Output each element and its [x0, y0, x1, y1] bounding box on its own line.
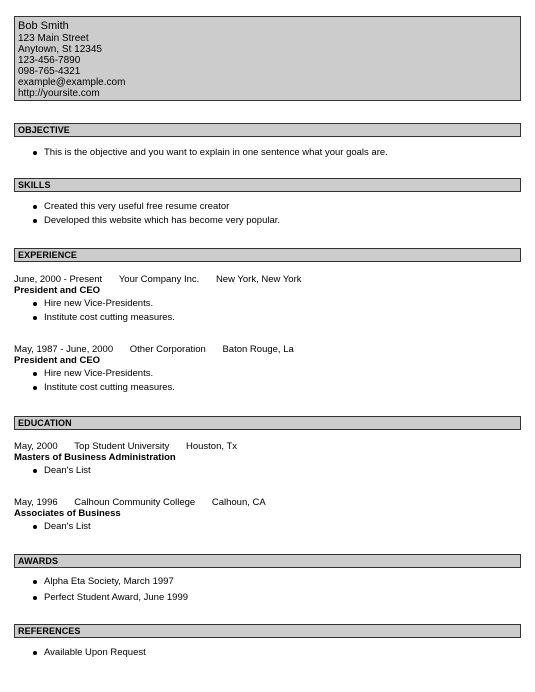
list-item: Institute cost cutting measures. [31, 311, 175, 325]
objective-heading: OBJECTIVE [14, 123, 521, 137]
list-item: Hire new Vice-Presidents. [31, 297, 175, 311]
contact-address-city: Anytown, St 12345 [18, 44, 102, 55]
awards-heading: AWARDS [14, 554, 521, 568]
list-item: Available Upon Request [31, 646, 146, 660]
awards-list [31, 574, 188, 606]
list-item: This is the objective and you want to explain in one sentence what your goals are. [31, 146, 388, 160]
list-item: Hire new Vice-Presidents. [31, 367, 175, 381]
experience-job-title: President and CEO [14, 355, 101, 366]
experience-duties-list [31, 297, 175, 325]
experience-duties-list [31, 367, 175, 395]
experience-company: Your Company Inc. [118, 274, 200, 285]
contact-name: Bob Smith [18, 20, 69, 32]
experience-heading: EXPERIENCE [14, 248, 521, 262]
education-degree: Associates of Business [14, 508, 121, 519]
education-date: May, 1996 [14, 497, 58, 508]
list-item: Developed this website which has become very popular. [31, 214, 280, 228]
contact-box [14, 16, 521, 101]
list-item: Perfect Student Award, June 1999 [31, 590, 188, 606]
list-item: Dean's List [31, 464, 91, 478]
skills-list [31, 200, 280, 228]
experience-entry-meta [14, 274, 301, 285]
objective-list [31, 146, 388, 160]
education-degree: Masters of Business Administration [14, 452, 176, 463]
education-honors-list [31, 520, 91, 534]
list-item: Dean's List [31, 520, 91, 534]
contact-phone-1: 123-456-7890 [18, 55, 81, 66]
experience-job-title: President and CEO [14, 285, 101, 296]
education-heading: EDUCATION [14, 416, 521, 430]
education-location: Calhoun, CA [211, 497, 266, 508]
skills-heading: SKILLS [14, 178, 521, 192]
education-location: Houston, Tx [185, 441, 238, 452]
contact-website: http://yoursite.com [18, 88, 100, 99]
contact-phone-2: 098-765-4321 [18, 66, 81, 77]
list-item: Institute cost cutting measures. [31, 381, 175, 395]
list-item: Alpha Eta Society, March 1997 [31, 574, 188, 590]
experience-location: New York, New York [215, 274, 302, 285]
contact-address-street: 123 Main Street [18, 33, 89, 44]
experience-company: Other Corporation [129, 344, 206, 355]
education-school: Top Student University [74, 441, 170, 452]
education-honors-list [31, 464, 91, 478]
education-entry-meta [14, 497, 266, 508]
education-entry-meta [14, 441, 237, 452]
experience-dates: June, 2000 - Present [14, 274, 103, 285]
references-heading: REFERENCES [14, 624, 521, 638]
experience-dates: May, 1987 - June, 2000 [14, 344, 114, 355]
list-item: Created this very useful free resume creator [31, 200, 280, 214]
education-date: May, 2000 [14, 441, 58, 452]
contact-email: example@example.com [18, 77, 126, 88]
experience-entry-meta [14, 344, 294, 355]
references-list [31, 646, 146, 660]
experience-location: Baton Rouge, La [222, 344, 294, 355]
education-school: Calhoun Community College [74, 497, 196, 508]
